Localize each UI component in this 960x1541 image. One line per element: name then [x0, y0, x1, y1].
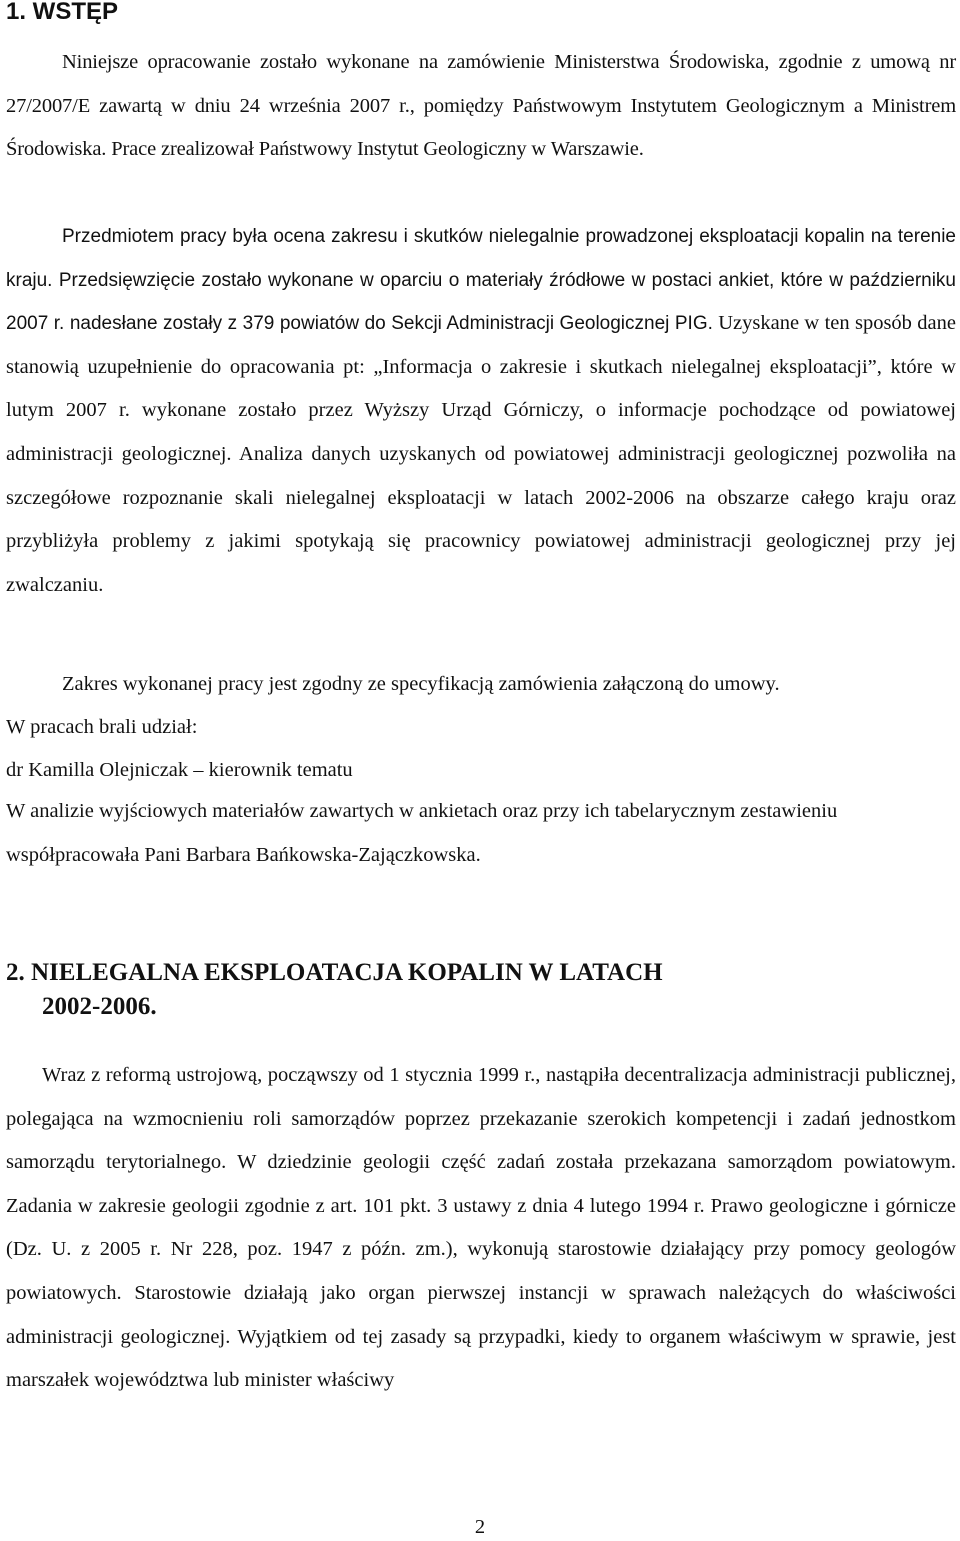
section-1-heading: 1. WSTĘP: [6, 0, 119, 25]
scope-text-serif: Uzyskane w ten sposób dane stanowią uzupełnienie do opracowania pt: „Informacja o zakresie i skutkach nielegalnej eksploatacji”, które w lutym 2007 r. wykonane zostało przez Wyższy Urząd Górniczy, o informacje pochodzące od powiatowej administracji geologicznej. Analiza danych uzyskanych od powiatowej administracji geologicznej pozwoliła na szczegółowe rozpoznanie skali nielegalnej eksploatacji w latach 2002-2006 na obszarze całego kraju oraz przybliżyła problemy z jakimi spotykają się pracownicy powiatowej administracji geologicznej przy jej zwalczaniu.: [6, 312, 956, 596]
participants-line: W pracach brali udział:: [6, 716, 198, 738]
reform-paragraph: Wraz z reformą ustrojową, począwszy od 1 stycznia 1999 r., nastąpiła decentralizacja administracji publicznej, polegająca na wzmocnieniu roli samorządów poprzez przekazanie szerokich kompetencji i zadań jednostkom samorządu terytorialnego. W dziedzinie geologii część zadań została przekazana samorządom powiatowym. Zadania w zakresie geologii zgodnie z art. 101 pkt. 3 ustawy z dnia 4 lutego 1994 r. Prawo geologiczne i górnicze (Dz. U. z 2005 r. Nr 228, poz. 1947 z późn. zm.), wykonują starostowie działający przy pomocy geologów powiatowych. Starostowie działają jako organ pierwszej instancji w sprawach należących do właściwości administracji geologicznej. Wyjątkiem od tej zasady są przypadki, kiedy to organem właściwym w sprawie, jest marszałek województwa lub minister właściwy: [6, 1064, 956, 1392]
scope-paragraph: [6, 215, 956, 607]
cooperation-paragraph: W analizie wyjściowych materiałów zawartych w ankietach oraz przy ich tabelarycznym zestawieniu współpracowała Pani Barbara Bańkowska-Zajączkowska.: [6, 800, 838, 866]
intro-paragraph: Niniejsze opracowanie zostało wykonane na zamówienie Ministerstwa Środowiska, zgodnie z umową nr 27/2007/E zawartą w dniu 24 września 2007 r., pomiędzy Państwowym Instytutem Geologicznym a Ministrem Środowiska. Prace zrealizował Państwowy Instytut Geologiczny w Warszawie.: [6, 51, 956, 161]
section-2-heading-line-2: 2002-2006.: [42, 993, 157, 1020]
section-2-heading-line-1: 2. NIELEGALNA EKSPLOATACJA KOPALIN W LATACH: [6, 959, 663, 986]
page-number: 2: [474, 1516, 486, 1538]
section-2-heading: [6, 956, 663, 1024]
leader-line: dr Kamilla Olejniczak – kierownik tematu: [6, 759, 353, 781]
scope-text-sans: Przedmiotem pracy była ocena zakresu i skutków nielegalnie prowadzonej eksploatacji kopalin na terenie kraju. Przedsięwzięcie zostało wykonane w oparciu o materiały źródłowe w postaci ankiet, które w październiku 2007 r. nadesłane zostały z 379 powiatów do Sekcji Administracji Geologicznej PIG.: [6, 226, 956, 335]
specification-paragraph: Zakres wykonanej pracy jest zgodny ze specyfikacją zamówienia załączoną do umowy.: [62, 673, 780, 695]
